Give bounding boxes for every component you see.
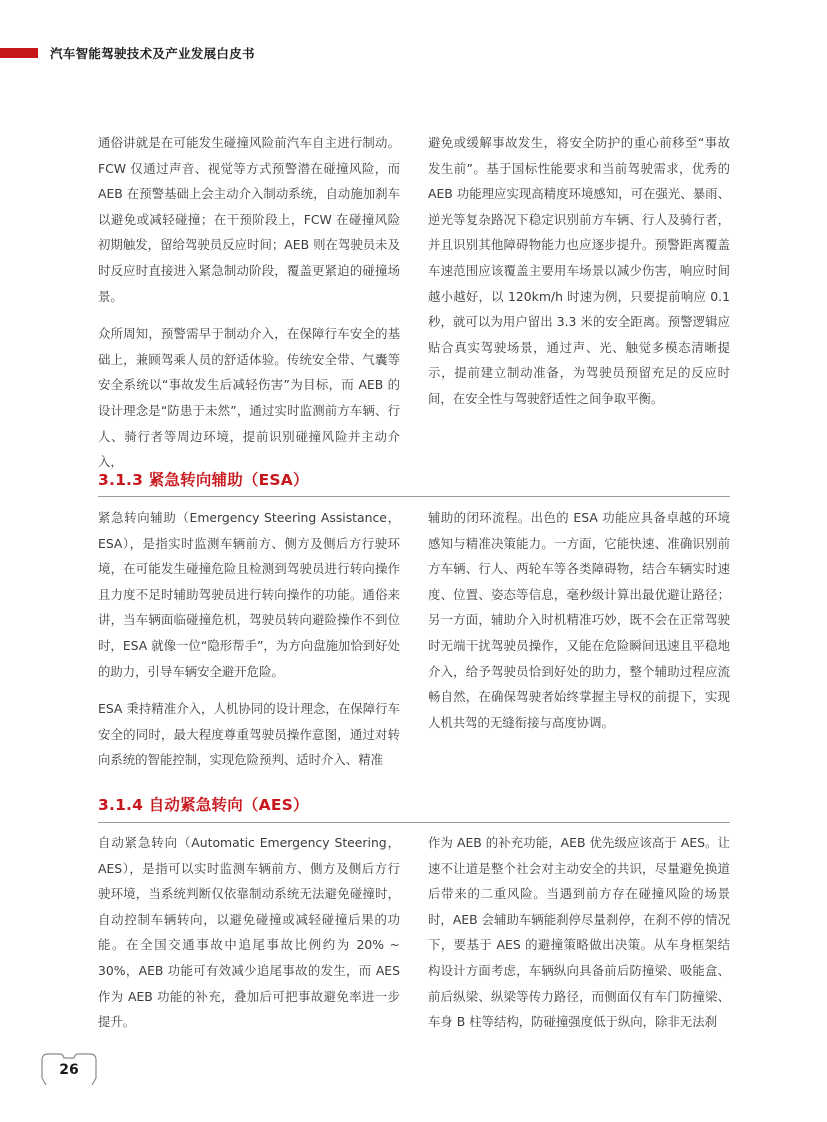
aes-right-column <box>428 830 730 1035</box>
paragraph: 紧急转向辅助（Emergency Steering Assistance，ESA），是指实时监测车辆前方、侧方及侧后方行驶环境，在可能发生碰撞危险且检测到驾驶员进行转向操作且力度不足时辅助驾驶员进行转向操作的功能。通俗来讲，当车辆面临碰撞危机，驾驶员转向避险操作不到位时，ESA 就像一位“隐形帮手”，为方向盘施加恰到好处的助力，引导车辆安全避开危险。 <box>98 510 400 679</box>
paragraph: 避免或缓解事故发生，将安全防护的重心前移至“事故发生前”。基于国标性能要求和当前驾驶需求，优秀的 AEB 功能理应实现高精度环境感知，可在强光、暴雨、逆光等复杂路况下稳定识别前方车辆、行人及骑行者，并且识别其他障碍物能力也应逐步提升。预警距离覆盖车速范围应该覆盖主要用车场景以减少伤害，响应时间越小越好，以 120km/h 时速为例，只要提前响应 0.1 秒，就可以为用户留出 3.3 米的安全距离。预警逻辑应贴合真实驾驶场景，通过声、光、触觉多模态清晰提示，提前建立制动准备，为驾驶员预留充足的反应时间，在安全性与驾驶舒适性之间争取平衡。 <box>428 135 730 406</box>
page-number: 26 <box>59 1062 79 1078</box>
paragraph: 众所周知，预警需早于制动介入，在保障行车安全的基础上，兼顾驾乘人员的舒适体验。传统安全带、气囊等安全系统以“事故发生后减轻伤害”为目标，而 AEB 的设计理念是“防患于未然”，通过实时监测前方车辆、行人、骑行者等周边环境，提前识别碰撞风险并主动介入， <box>98 326 400 470</box>
paragraph: 辅助的闭环流程。出色的 ESA 功能应具备卓越的环境感知与精准决策能力。一方面，它能快速、准确识别前方车辆、行人、两轮车等各类障碍物，结合车辆实时速度、位置、姿态等信息，毫秒级计算出最优避让路径；另一方面，辅助介入时机精准巧妙，既不会在正常驾驶时无端干扰驾驶员操作，又能在危险瞬间迅速且平稳地介入，给予驾驶员恰到好处的助力，整个辅助过程应流畅自然，在确保驾驶者始终掌握主导权的前提下，实现人机共驾的无缝衔接与高度协调。 <box>428 510 730 730</box>
top-right-column <box>428 130 730 412</box>
esa-right-column <box>428 505 730 735</box>
paragraph: 通俗讲就是在可能发生碰撞风险前汽车自主进行制动。FCW 仅通过声音、视觉等方式预警潜在碰撞风险，而 AEB 在预警基础上会主动介入制动系统，自动施加刹车以避免或减轻碰撞；在干预阶段上，FCW 在碰撞风险初期触发，留给驾驶员反应时间；AEB 则在驾驶员未及时反应时直接进入紧急制动阶段，覆盖更紧迫的碰撞场景。 <box>98 135 400 304</box>
top-left-column <box>98 130 400 475</box>
paragraph: 自动紧急转向（Automatic Emergency Steering，AES），是指可以实时监测车辆前方、侧方及侧后方行驶环境，当系统判断仅依靠制动系统无法避免碰撞时，自动控制车辆转向，以避免碰撞或减轻碰撞后果的功能。在全国交通事故中追尾事故比例约为 20% ~ 30%，AEB 功能可有效减少追尾事故的发生，而 AES 作为 AEB 功能的补充，叠加后可把事故避免率进一步提升。 <box>98 835 400 1030</box>
section-heading-esa: 3.1.3 紧急转向辅助（ESA） <box>98 471 309 489</box>
section-divider <box>98 496 730 497</box>
document-title: 汽车智能驾驶技术及产业发展白皮书 <box>50 46 255 61</box>
aes-left-column <box>98 830 400 1035</box>
esa-left-column <box>98 505 400 773</box>
section-heading-aes: 3.1.4 自动紧急转向（AES） <box>98 796 309 814</box>
paragraph: 作为 AEB 的补充功能，AEB 优先级应该高于 AES。让速不让道是整个社会对主动安全的共识，尽量避免换道后带来的二重风险。当遇到前方存在碰撞风险的场景时，AEB 会辅助车辆能刹停尽量刹停，在刹不停的情况下，要基于 AES 的避撞策略做出决策。从车身框架结构设计方面考虑，车辆纵向具备前后防撞梁、吸能盒、前后纵梁、纵梁等传力路径，而侧面仅有车门防撞梁、车身 B 柱等结构，防碰撞强度低于纵向，除非无法刹 <box>428 835 730 1030</box>
header-accent-bar <box>0 48 38 58</box>
paragraph: ESA 秉持精准介入，人机协同的设计理念，在保障行车安全的同时，最大程度尊重驾驶员操作意图，通过对转向系统的智能控制，实现危险预判、适时介入、精准 <box>98 701 400 768</box>
section-divider <box>98 822 730 823</box>
page-number-badge <box>40 1050 98 1086</box>
